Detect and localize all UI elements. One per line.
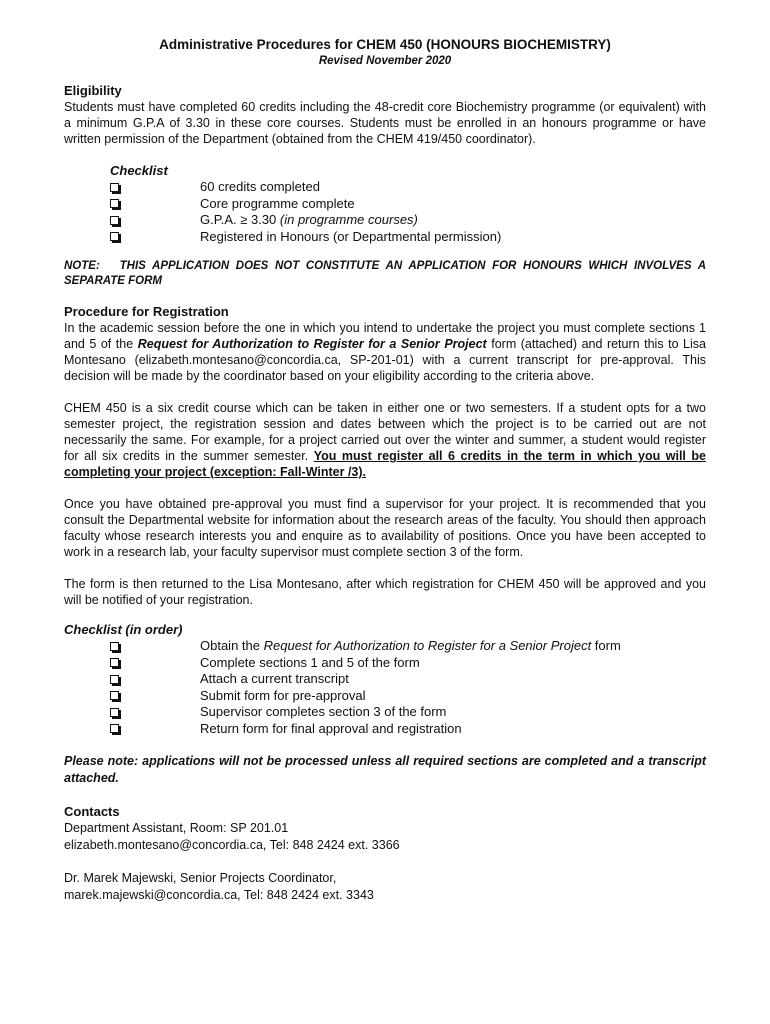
checklist-item-label: Core programme complete xyxy=(200,195,355,211)
checklist-item xyxy=(64,655,706,672)
checklist-title: Checklist (in order) xyxy=(64,622,183,637)
contact-line: Department Assistant, Room: SP 201.01 xyxy=(64,821,289,835)
checklist-item-label: Submit form for pre-approval xyxy=(200,687,366,703)
contact-line[interactable]: marek.majewski@concordia.ca, Tel: 848 2424 ext. 3343 xyxy=(64,888,374,902)
checklist-item xyxy=(64,704,706,721)
checkbox-icon[interactable] xyxy=(110,691,119,700)
document-page xyxy=(64,36,706,904)
checklist-item-label: G.P.A. ≥ 3.30 xyxy=(200,212,280,228)
document-title: Administrative Procedures for CHEM 450 (HONOURS BIOCHEMISTRY) xyxy=(159,37,611,52)
checkbox-icon[interactable] xyxy=(110,183,119,192)
eligibility-heading: Eligibility xyxy=(64,83,122,98)
contact-line: Dr. Marek Majewski, Senior Projects Coordinator, xyxy=(64,871,337,885)
registration-paragraph-3: Once you have obtained pre-approval you must find a supervisor for your project. It is recommended that you consult the Departmental website for information about the research areas of the faculty. You should then approach faculty whose research interests you and enquire as to availability of positions. Once you have been accepted to work in a research lab, your faculty supervisor must complete section 3 of the form. xyxy=(64,497,706,559)
checkbox-icon[interactable] xyxy=(110,675,119,684)
registration-heading: Procedure for Registration xyxy=(64,304,229,319)
registration-paragraph-2: CHEM 450 is a six credit course which can be taken in either one or two semesters. If a student opts for a two semester project, the registration session and dates between which the project is to be carried out are not necessarily the same. For example, for a project carried out over the winter and summer, a student would register for all six credits in the summer semester. You must register all 6 credits in the term in which you will be completing your project (exception: Fall-Winter /3). xyxy=(64,401,706,479)
checkbox-icon[interactable] xyxy=(110,232,119,241)
checkbox-icon[interactable] xyxy=(110,658,119,667)
checklist-item-label: Obtain the xyxy=(200,638,264,654)
checklist-item xyxy=(64,671,706,688)
checklist-item: Obtain the Request for Authorization to Register for a Senior Project form xyxy=(64,638,706,655)
checklist-item xyxy=(110,196,706,213)
checklist-item-label: 60 credits completed xyxy=(200,179,320,195)
checklist-item-label: Complete sections 1 and 5 of the form xyxy=(200,654,420,670)
checklist-item xyxy=(64,688,706,705)
eligibility-text: Students must have completed 60 credits including the 48-credit core Biochemistry programme (or equivalent) with a minimum G.P.A of 3.30 in these core courses. Students must be enrolled in an honours programme or have written permission of the Department (obtained from the CHEM 419/450 coordinator). xyxy=(64,100,706,146)
checkbox-icon[interactable] xyxy=(110,708,119,717)
checklist-item-label: Registered in Honours (or Departmental permission) xyxy=(200,228,502,244)
checklist-item xyxy=(110,179,706,196)
registration-paragraph-4: The form is then returned to the Lisa Montesano, after which registration for CHEM 450 will be approved and you will be notified of your registration. xyxy=(64,577,706,607)
checklist-item-label: Attach a current transcript xyxy=(200,671,349,687)
checklist-item-label: Supervisor completes section 3 of the form xyxy=(200,704,447,720)
checklist-item xyxy=(110,229,706,246)
registration-section xyxy=(64,304,706,608)
checklist-item-form-name: Request for Authorization to Register for a Senior Project xyxy=(263,638,592,654)
checklist-item xyxy=(64,721,706,738)
checkbox-icon[interactable] xyxy=(110,216,119,225)
contact-line[interactable]: elizabeth.montesano@concordia.ca, Tel: 848 2424 ext. 3366 xyxy=(64,838,400,852)
checkbox-icon[interactable] xyxy=(110,642,119,651)
checkbox-icon[interactable] xyxy=(110,724,119,733)
checklist-item-label: Return form for final approval and registration xyxy=(200,720,462,736)
please-note: Please note: applications will not be processed unless all required sections are completed and a transcript attached. xyxy=(64,754,706,785)
registration-paragraph-1: In the academic session before the one in which you intend to undertake the project you must complete sections 1 and 5 of the Request for Authorization to Register for a Senior Project form (attached) and return this to Lisa Montesano (elizabeth.montesano@concordia.ca, SP-201-01) with a current transcript for pre-approval. This decision will be made by the coordinator based on your eligibility according to the criteria above. xyxy=(64,321,706,383)
checklist-item-note: (in programme courses) xyxy=(279,212,418,228)
contacts-heading: Contacts xyxy=(64,804,120,819)
revision-date: Revised November 2020 xyxy=(318,55,452,67)
procedure-checklist xyxy=(64,622,706,737)
checklist-item xyxy=(110,212,706,229)
eligibility-section xyxy=(64,83,706,147)
eligibility-checklist xyxy=(110,163,706,245)
checklist-title: Checklist xyxy=(110,163,168,178)
honours-note: NOTE: THIS APPLICATION DOES NOT CONSTITUTE AN APPLICATION FOR HONOURS WHICH INVOLVES A SEPARATE FORM xyxy=(64,260,706,287)
contacts-section xyxy=(64,804,706,904)
checkbox-icon[interactable] xyxy=(110,199,119,208)
